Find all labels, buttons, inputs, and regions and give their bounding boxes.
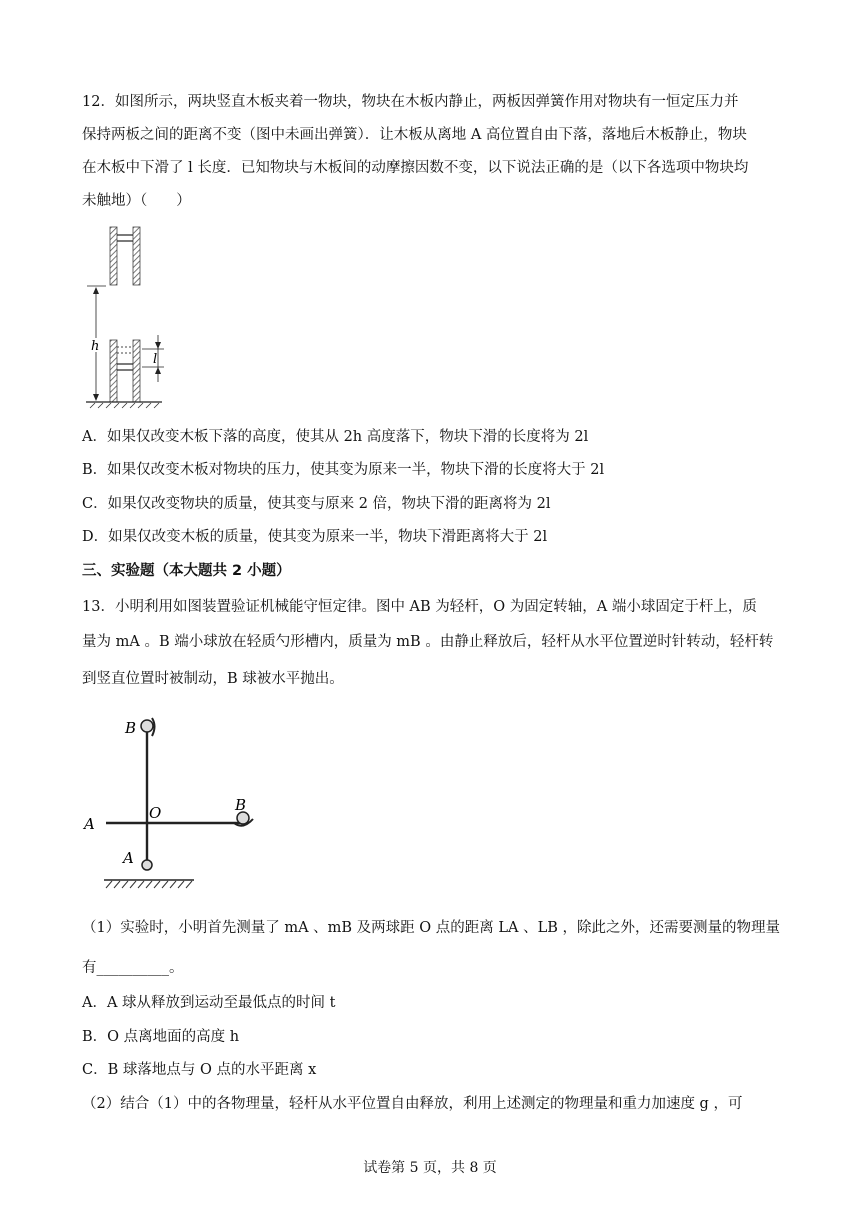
top-left-board <box>110 227 117 285</box>
label-l: l <box>153 352 158 367</box>
q12-option-c: C．如果仅改变物块的质量，使其变与原来 2 倍，物块下滑的距离将为 2l <box>82 496 551 512</box>
label-o: O <box>149 804 162 822</box>
q13-sub1-line-1: （1）实验时，小明首先测量了 mA 、mB 及两球距 O 点的距离 LA 、LB ，除此之外，还需要测量的物理量 <box>82 920 780 936</box>
label-b-top: B <box>125 719 137 737</box>
q12-option-d: D．如果仅改变木板的质量，使其变为原来一半，物块下滑距离将大于 2l <box>82 529 548 545</box>
q13-figure <box>80 708 300 898</box>
section-3-title: 三、实验题（本大题共 2 小题） <box>82 563 291 579</box>
q12-line-1: 12．如图所示，两块竖直木板夹着一物块，物块在木板内静止，两板因弹簧作用对物块有一恒定压力并 <box>82 94 739 110</box>
label-b-right: B <box>235 796 247 814</box>
bottom-right-board <box>133 340 140 402</box>
q12-figure <box>82 222 192 412</box>
q12-option-b: B．如果仅改变木板对物块的压力，使其变为原来一半，物块下滑的长度将大于 2l <box>82 462 605 478</box>
bottom-left-board <box>110 340 117 402</box>
q13-line-3: 到竖直位置时被制动，B 球被水平抛出。 <box>82 671 344 687</box>
q13-option-c: C．B 球落地点与 O 点的水平距离 x <box>82 1062 317 1078</box>
q12-line-3: 在木板中下滑了 l 长度．已知物块与木板间的动摩擦因数不变，以下说法正确的是（以下各选项中物块均 <box>82 160 749 176</box>
ball-a-bottom <box>142 860 152 870</box>
q13-sub2: （2）结合（1）中的各物理量，轻杆从水平位置自由释放，利用上述测定的物理量和重力加速度 g ，可 <box>82 1096 743 1112</box>
q12-line-4: 未触地）（ ） <box>82 193 191 209</box>
label-a-left: A <box>84 815 95 833</box>
ball-b-top <box>141 720 153 732</box>
q13-line-1: 13．小明利用如图装置验证机械能守恒定律。图中 AB 为轻杆，O 为固定转轴，A 端小球固定于杆上，质 <box>82 599 757 615</box>
page-footer: 试卷第 5 页，共 8 页 <box>363 1160 497 1176</box>
q13-option-a: A．A 球从释放到运动至最低点的时间 t <box>82 995 336 1011</box>
label-h: h <box>91 339 100 354</box>
q13-sub1-line-2: 有__________。 <box>82 960 184 976</box>
top-right-board <box>133 227 140 285</box>
q13-line-2: 量为 mA 。B 端小球放在轻质勺形槽内，质量为 mB 。由静止释放后，轻杆从水平位置逆时针转动，轻杆转 <box>82 634 774 650</box>
q12-option-a: A．如果仅改变木板下落的高度，使其从 2h 高度落下，物块下滑的长度将为 2l <box>82 429 589 445</box>
q12-line-2: 保持两板之间的距离不变（图中未画出弹簧）．让木板从离地 A 高位置自由下落，落地后木板静止，物块 <box>82 127 747 143</box>
q13-option-b: B．O 点离地面的高度 h <box>82 1029 240 1045</box>
label-a-bottom: A <box>123 849 134 867</box>
